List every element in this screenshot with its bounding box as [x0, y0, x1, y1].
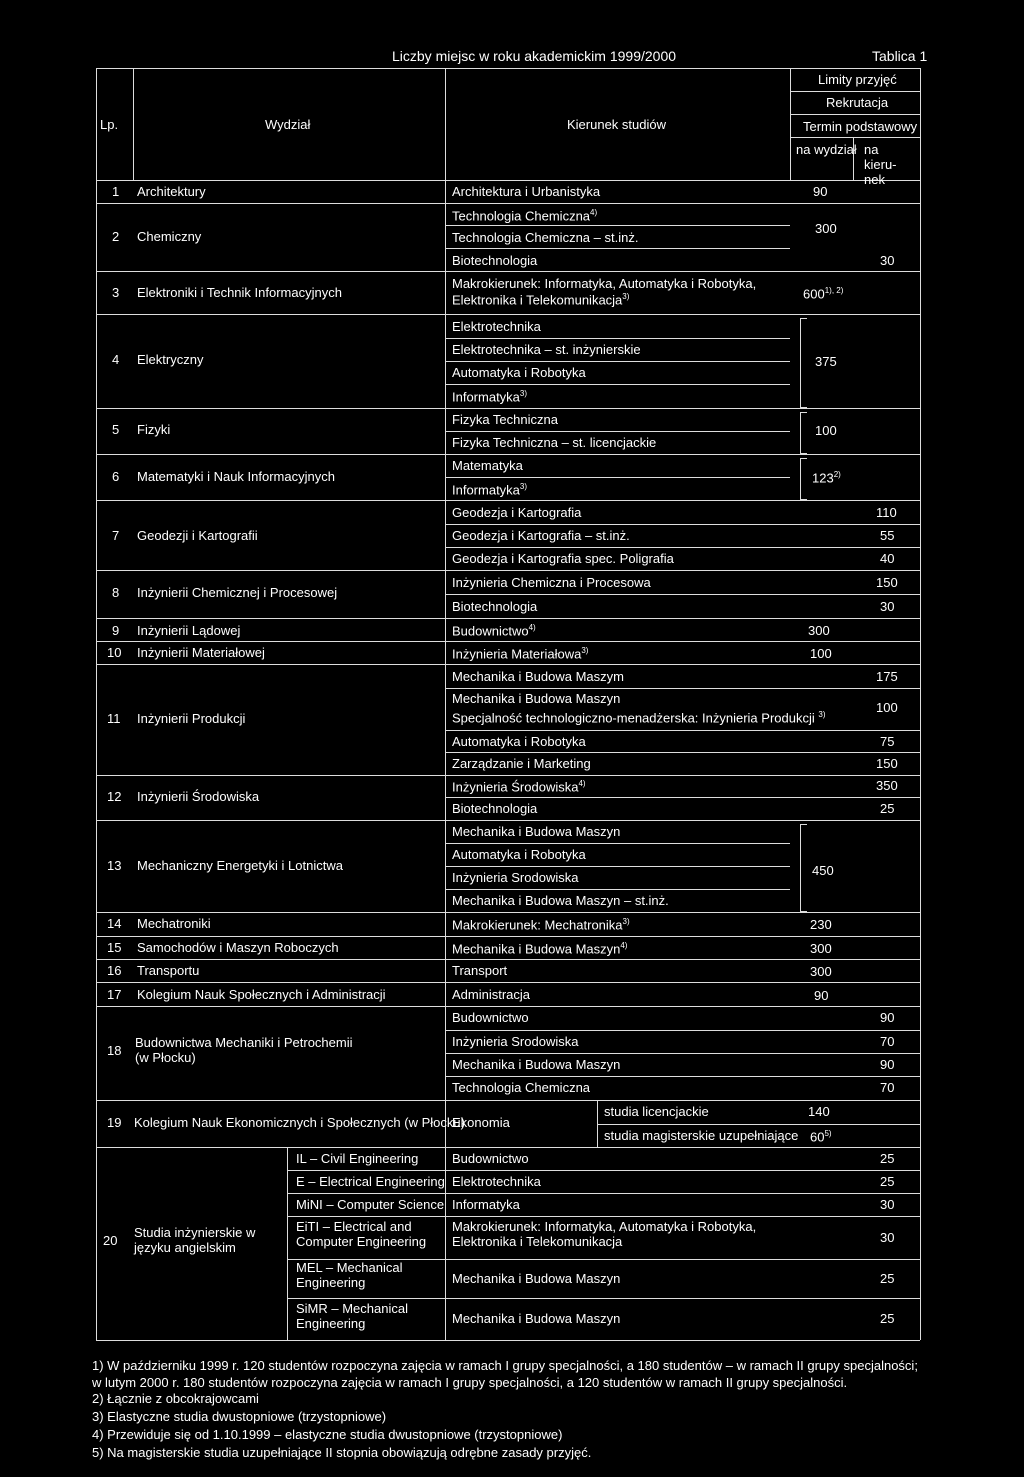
row-lp: 12: [107, 789, 122, 804]
row-wydzial: Architektury: [137, 184, 206, 199]
kierunek-cell: Budownictwo: [452, 1010, 529, 1025]
col-rekrutacja: Rekrutacja: [826, 95, 889, 110]
col-limity: Limity przyjęć: [818, 72, 897, 87]
row-wydzial: Elektroniki i Technik Informacyjnych: [137, 285, 342, 300]
row-lp: 7: [112, 528, 120, 543]
kierunek-cell: Automatyka i Robotyka: [452, 847, 586, 862]
kierunek-cell: Informatyka$^{3)}$: [452, 482, 528, 498]
row-wydzial: Inżynierii Materiałowej: [137, 645, 265, 660]
value-wydzial: 300: [810, 964, 832, 979]
value-kierunek: 75: [880, 734, 895, 749]
footnote: 1) W październiku 1999 r. 120 studentów rozpoczyna zajęcia w ramach I grupy specjalności, a 180 studentów – w ramach II grupy specjalności; w lutym 2000 r. 180 studentów rozpoczyna zajęcia w ramach I grupy specjalności, a 120 studentów w ramach II grupy specjalności.: [92, 1358, 918, 1390]
value-kierunek: 30: [880, 1230, 895, 1245]
row-wydzial: Inżynierii Chemicznej i Procesowej: [137, 585, 338, 600]
row-wydzial: Inżynierii Produkcji: [137, 711, 246, 726]
kierunek-cell: Mechanika i Budowa Maszyn: [452, 1311, 621, 1326]
kierunek-cell: Mechanika i Budowa Maszym: [452, 669, 624, 684]
value-wydzial: 300: [815, 221, 837, 236]
footnote: 2) Łącznie z obcokrajowcami: [92, 1391, 259, 1406]
value-kierunek: 25: [880, 1311, 895, 1326]
row-lp: 8: [112, 585, 120, 600]
col-na-kierunek: na kieru-nek: [864, 142, 897, 187]
value-wydzial: 90: [813, 184, 828, 199]
col-lp: Lp.: [100, 117, 119, 132]
value-kierunek: 90: [880, 1010, 895, 1025]
kierunek-cell: Technologia Chemiczna$^{4)}$: [452, 208, 598, 224]
value-wydzial: 60$^{5)}$: [810, 1129, 832, 1145]
row-lp: 10: [107, 645, 122, 660]
row-wydzial: Matematyki i Nauk Informacyjnych: [137, 469, 335, 484]
kierunek-cell: Mechanika i Budowa Maszyn$^{4)}$: [452, 941, 628, 957]
sub-faculty: MEL – Mechanical Engineering: [296, 1260, 403, 1290]
kierunek-cell: Matematyka: [452, 458, 523, 473]
sub-faculty: E – Electrical Engineering: [296, 1174, 445, 1189]
footnote: 3) Elastyczne studia dwustopniowe (trzystopniowe): [92, 1409, 387, 1424]
row-lp: 13: [107, 858, 122, 873]
value-kierunek: 70: [880, 1034, 895, 1049]
col-na-wydzial: na wydział: [796, 142, 857, 157]
value-kierunek: 100: [876, 700, 898, 715]
value-wydzial: 375: [815, 354, 837, 369]
kierunek-cell: Specjalność technologiczno-menadżerska: Inżynieria Produkcji $^{3)}$: [452, 710, 826, 726]
value-kierunek: 30: [880, 253, 895, 268]
value-wydzial: 140: [808, 1104, 830, 1119]
kierunek-cell: Geodezja i Kartografia – st.inż.: [452, 528, 630, 543]
value-kierunek: 30: [880, 1197, 895, 1212]
kierunek-cell: Makrokierunek: Mechatronika$^{3)}$: [452, 917, 630, 933]
sub-faculty: IL – Civil Engineering: [296, 1151, 419, 1166]
kierunek-cell: Mechanika i Budowa Maszyn: [452, 1271, 621, 1286]
kierunek-cell: Administracja: [452, 987, 531, 1002]
kierunek-cell: Mechanika i Budowa Maszyn: [452, 1057, 621, 1072]
row-lp: 4: [112, 352, 120, 367]
row-lp: 15: [107, 940, 122, 955]
kierunek-cell: Zarządzanie i Marketing: [452, 756, 591, 771]
row-lp: 17: [107, 987, 122, 1002]
row-wydzial: Geodezji i Kartografii: [137, 528, 258, 543]
value-wydzial: 90: [814, 988, 829, 1003]
row-wydzial: Studia inżynierskie w języku angielskim: [134, 1225, 256, 1255]
kierunek-cell: Geodezja i Kartografia spec. Poligrafia: [452, 551, 674, 566]
value-wydzial: 230: [810, 917, 832, 932]
kierunek-cell: Inżynieria Srodowiska: [452, 870, 579, 885]
value-kierunek: 25: [880, 801, 895, 816]
kierunek-cell: Informatyka: [452, 1197, 520, 1212]
kierunek-cell: Mechanika i Budowa Maszyn: [452, 691, 621, 706]
kierunek-cell: Ekonomia: [452, 1115, 510, 1130]
row-wydzial: Kolegium Nauk Ekonomicznych i Społecznych (w Płocku): [134, 1115, 465, 1130]
kierunek-cell: Inżynieria Materiałowa$^{3)}$: [452, 646, 589, 662]
kierunek-cell: Makrokierunek: Informatyka, Automatyka i Robotyka, Elektronika i Telekomunikacja$^{3)}$: [452, 276, 757, 308]
row-lp: 6: [112, 469, 120, 484]
row-lp: 5: [112, 422, 120, 437]
row-wydzial: Mechaniczny Energetyki i Lotnictwa: [137, 858, 343, 873]
kierunek-cell: Elektrotechnika: [452, 1174, 541, 1189]
kierunek-cell: Informatyka$^{3)}$: [452, 389, 528, 405]
value-kierunek: 70: [880, 1080, 895, 1095]
value-kierunek: 150: [876, 575, 898, 590]
kierunek-cell: Inżynieria Chemiczna i Procesowa: [452, 575, 651, 590]
value-wydzial: 100: [815, 423, 837, 438]
kierunek-cell: Fizyka Techniczna – st. licencjackie: [452, 435, 657, 450]
value-kierunek: 25: [880, 1151, 895, 1166]
row-lp: 11: [107, 711, 121, 726]
sub-faculty: EiTI – Electrical and Computer Engineering: [296, 1219, 427, 1249]
row-wydzial: Elektryczny: [137, 352, 204, 367]
kierunek-cell: Mechanika i Budowa Maszyn: [452, 824, 621, 839]
value-kierunek: 25: [880, 1271, 895, 1286]
row-wydzial: Inżynierii Środowiska: [137, 789, 260, 804]
row-lp: 9: [112, 623, 120, 638]
kierunek-cell: Biotechnologia: [452, 253, 538, 268]
value-kierunek: 40: [880, 551, 895, 566]
value-wydzial: 450: [812, 863, 834, 878]
page-title: Liczby miejsc w roku akademickim 1999/2000: [392, 48, 677, 64]
kierunek-cell: studia licencjackie: [604, 1104, 709, 1119]
kierunek-cell: Budownictwo: [452, 1151, 529, 1166]
kierunek-cell: Budownictwo$^{4)}$: [452, 623, 536, 639]
row-wydzial: Kolegium Nauk Społecznych i Administracji: [137, 987, 386, 1002]
kierunek-cell: Technologia Chemiczna – st.inż.: [452, 230, 639, 245]
sub-faculty: SiMR – Mechanical Engineering: [296, 1301, 408, 1331]
row-lp: 14: [107, 916, 122, 931]
row-wydzial: Samochodów i Maszyn Roboczych: [137, 940, 339, 955]
kierunek-cell: Mechanika i Budowa Maszyn – st.inż.: [452, 893, 669, 908]
kierunek-cell: Makrokierunek: Informatyka, Automatyka i Robotyka, Elektronika i Telekomunikacja: [452, 1219, 757, 1249]
value-kierunek: 175: [876, 669, 898, 684]
footnote: 4) Przewiduje się od 1.10.1999 – elastyczne studia dwustopniowe (trzystopniowe): [92, 1427, 563, 1442]
kierunek-cell: studia magisterskie uzupełniające: [604, 1128, 799, 1143]
row-lp: 3: [112, 285, 120, 300]
row-lp: 1: [112, 184, 120, 199]
col-termin: Termin podstawowy: [803, 119, 918, 134]
value-kierunek: 90: [880, 1057, 895, 1072]
footnote: 5) Na magisterskie studia uzupełniające II stopnia obowiązują odrębne zasady przyjęć.: [92, 1445, 592, 1460]
kierunek-cell: Architektura i Urbanistyka: [452, 184, 601, 199]
col-wydzial: Wydział: [265, 117, 311, 132]
row-wydzial: Fizyki: [137, 422, 171, 437]
row-wydzial: Mechatroniki: [137, 916, 211, 931]
value-wydzial: 300: [810, 941, 832, 956]
value-kierunek: 110: [876, 505, 897, 520]
value-wydzial: 100: [810, 646, 832, 661]
kierunek-cell: Inżynieria Środowiska$^{4)}$: [452, 779, 586, 795]
kierunek-cell: Biotechnologia: [452, 801, 538, 816]
kierunek-cell: Biotechnologia: [452, 599, 538, 614]
kierunek-cell: Automatyka i Robotyka: [452, 365, 586, 380]
value-kierunek: 150: [876, 756, 898, 771]
kierunek-cell: Fizyka Techniczna: [452, 412, 558, 427]
sub-faculty: MiNI – Computer Science: [296, 1197, 445, 1212]
kierunek-cell: Inżynieria Srodowiska: [452, 1034, 579, 1049]
kierunek-cell: Automatyka i Robotyka: [452, 734, 586, 749]
value-kierunek: 30: [880, 599, 895, 614]
value-wydzial: 300: [808, 623, 830, 638]
row-lp: 19: [107, 1115, 122, 1130]
row-wydzial: Chemiczny: [137, 229, 202, 244]
row-lp: 2: [112, 229, 120, 244]
col-kierunek: Kierunek studiów: [567, 117, 666, 132]
kierunek-cell: Elektrotechnika: [452, 319, 541, 334]
kierunek-cell: Geodezja i Kartografia: [452, 505, 582, 520]
value-wydzial: 123$^{2)}$: [812, 470, 841, 486]
value-kierunek: 55: [880, 528, 895, 543]
value-kierunek: 25: [880, 1174, 895, 1189]
row-lp: 18: [107, 1043, 122, 1058]
table-number: Tablica 1: [872, 48, 928, 64]
value-wydzial: $600^{1), 2)}$: [803, 286, 844, 302]
row-wydzial: Budownictwa Mechaniki i Petrochemii (w Płocku): [135, 1035, 353, 1065]
kierunek-cell: Elektrotechnika – st. inżynierskie: [452, 342, 641, 357]
kierunek-cell: Technologia Chemiczna: [452, 1080, 591, 1095]
row-lp: 16: [107, 963, 122, 978]
value-kierunek: 350: [876, 778, 898, 793]
kierunek-cell: Transport: [452, 963, 508, 978]
row-wydzial: Transportu: [137, 963, 200, 978]
row-lp: 20: [103, 1233, 118, 1248]
row-wydzial: Inżynierii Lądowej: [137, 623, 241, 638]
